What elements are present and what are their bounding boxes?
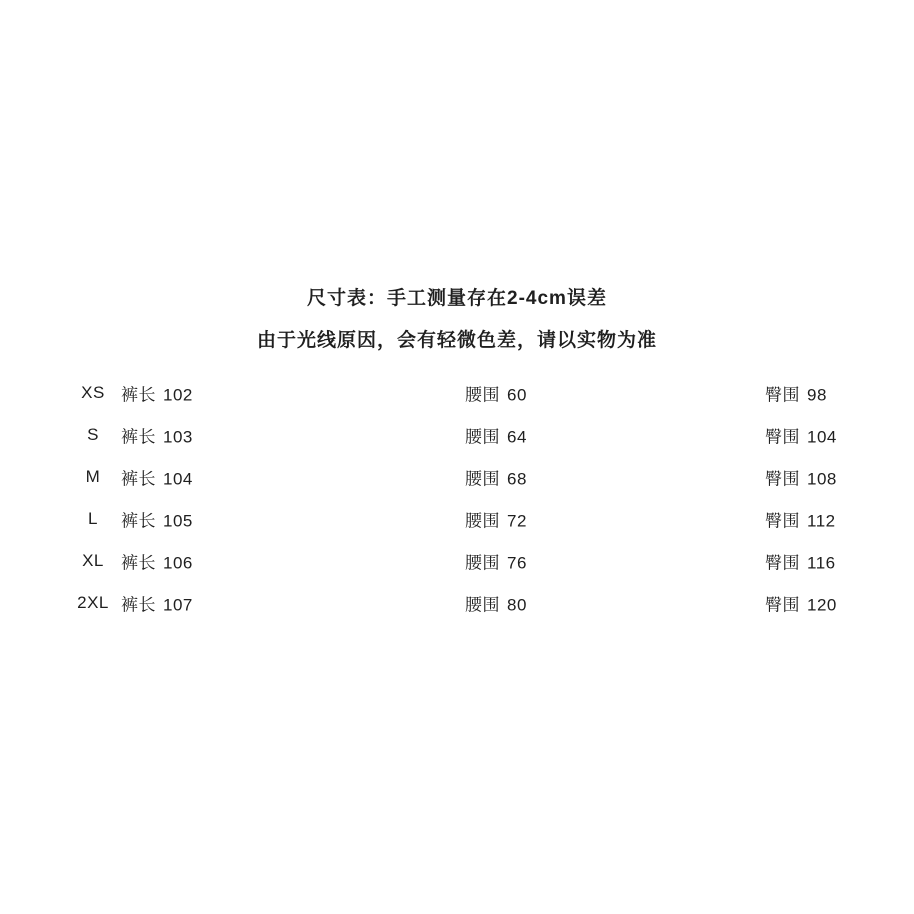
waist-value: 64	[507, 427, 527, 447]
table-row-xl	[0, 540, 914, 582]
waist-label: 腰围	[465, 553, 500, 573]
size-chart-title: 尺寸表：手工测量存在2-4cm误差	[307, 288, 607, 309]
size-label: L	[88, 509, 98, 528]
size-label: 2XL	[77, 593, 109, 612]
table-row-l	[0, 498, 914, 540]
waist-value: 76	[507, 553, 527, 573]
length-value: 103	[163, 427, 193, 447]
length-label: 裤长	[121, 595, 156, 615]
hip-label: 臀围	[765, 553, 800, 573]
hip-cell	[765, 549, 836, 574]
hip-label: 臀围	[765, 427, 800, 447]
waist-cell	[465, 465, 527, 490]
length-cell	[121, 549, 193, 574]
table-row-m	[0, 456, 914, 498]
hip-value: 98	[807, 385, 827, 405]
table-row-xs	[0, 372, 914, 414]
length-cell	[121, 507, 193, 532]
waist-label: 腰围	[465, 427, 500, 447]
hip-value: 104	[807, 427, 837, 447]
table-row-2xl	[0, 582, 914, 624]
length-value: 105	[163, 511, 193, 531]
length-value: 107	[163, 595, 193, 615]
length-value: 102	[163, 385, 193, 405]
hip-cell	[765, 423, 837, 448]
size-chart-subtitle: 由于光线原因，会有轻微色差，请以实物为准	[256, 330, 657, 351]
waist-cell	[465, 423, 527, 448]
hip-cell	[765, 591, 837, 616]
length-label: 裤长	[121, 385, 156, 405]
hip-value: 120	[807, 595, 837, 615]
waist-value: 60	[507, 385, 527, 405]
waist-label: 腰围	[465, 595, 500, 615]
length-cell	[121, 465, 193, 490]
waist-value: 80	[507, 595, 527, 615]
size-label: M	[85, 467, 101, 486]
waist-cell	[465, 507, 527, 532]
hip-value: 108	[807, 469, 837, 489]
length-cell	[121, 591, 193, 616]
waist-label: 腰围	[465, 385, 500, 405]
length-cell	[121, 381, 193, 406]
hip-label: 臀围	[765, 511, 800, 531]
waist-cell	[465, 381, 527, 406]
hip-value: 116	[807, 553, 836, 573]
hip-cell	[765, 381, 827, 406]
hip-label: 臀围	[765, 595, 800, 615]
length-label: 裤长	[121, 427, 156, 447]
waist-label: 腰围	[465, 469, 500, 489]
length-value: 106	[163, 553, 193, 573]
hip-label: 臀围	[765, 469, 800, 489]
waist-cell	[465, 591, 527, 616]
length-cell	[121, 423, 193, 448]
size-chart-header	[0, 0, 914, 352]
length-label: 裤长	[121, 511, 156, 531]
hip-cell	[765, 465, 837, 490]
length-label: 裤长	[121, 553, 156, 573]
hip-cell	[765, 507, 836, 532]
length-label: 裤长	[121, 469, 156, 489]
size-table	[0, 372, 914, 624]
table-row-s	[0, 414, 914, 456]
hip-value: 112	[807, 511, 836, 531]
size-label: XL	[82, 551, 104, 570]
waist-label: 腰围	[465, 511, 500, 531]
size-label: XS	[81, 383, 105, 402]
size-label: S	[87, 425, 99, 444]
hip-label: 臀围	[765, 385, 800, 405]
waist-value: 68	[507, 469, 527, 489]
length-value: 104	[163, 469, 193, 489]
waist-value: 72	[507, 511, 527, 531]
waist-cell	[465, 549, 527, 574]
